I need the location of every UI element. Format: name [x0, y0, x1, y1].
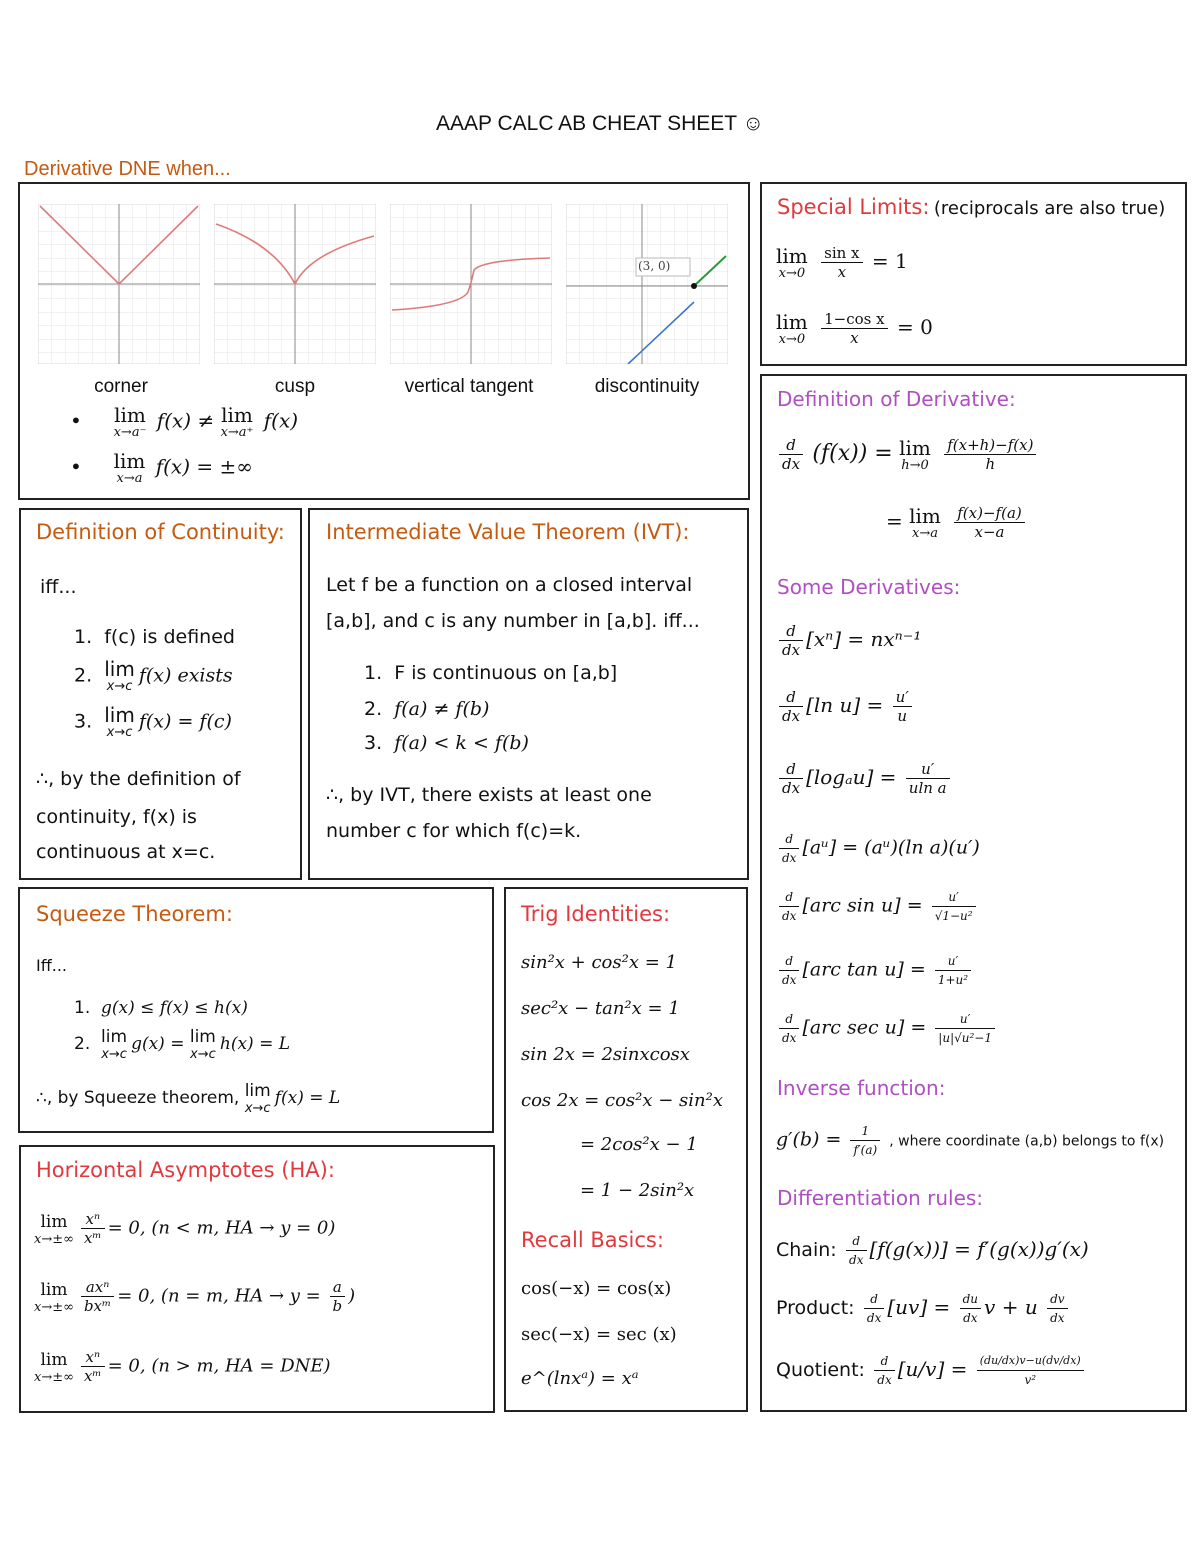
squeeze-iff: Iff... — [36, 956, 67, 975]
cusp-graph — [214, 204, 376, 364]
continuity-item-3: 3. lim x→c f(x) = f(c) — [74, 703, 232, 740]
derivative-arctan: $\frac{d}{dx}$ [arc tan u] = $\frac{u'}{\text{1+u²}}$ — [776, 952, 974, 989]
derivative-definition-a: = lim x→a $\frac{f(x)-f(a)}{x-a}$ — [886, 504, 1028, 541]
special-limit-sin: lim x→0 $\frac{\text{sin x}}{x}$ = 1 — [776, 243, 908, 281]
recall-sec: sec(−x) = sec (x) — [521, 1324, 677, 1345]
recall-basics-heading: Recall Basics: — [521, 1228, 664, 1252]
derivative-arcsec: $\frac{d}{dx}$ [arc sec u] = $\frac{u'}{\text{|u|√u²−1}}$ — [776, 1010, 998, 1047]
derivative-log: $\frac{d}{dx}$ [logₐu] = $\frac{u'}{\text{uln a}}$ — [776, 760, 953, 797]
graph-label-corner: corner — [94, 376, 148, 397]
ivt-conclusion-1: ∴, by IVT, there exists at least one — [326, 784, 652, 806]
trig-identity-1: sin²x + cos²x = 1 — [521, 952, 677, 973]
derivative-ln: $\frac{d}{dx}$ [ln u] = $\frac{u'}{u}$ — [776, 688, 915, 725]
ha-heading: Horizontal Asymptotes (HA): — [36, 1158, 335, 1182]
corner-graph — [38, 204, 200, 364]
differentiation-rules-heading: Differentiation rules: — [777, 1186, 984, 1210]
ivt-line-2: [a,b], and c is any number in [a,b]. iff... — [326, 610, 700, 632]
continuity-item-1: 1. f(c) is defined — [74, 626, 235, 648]
point-label: (3, 0) — [638, 259, 671, 273]
ivt-item-3: 3. f(a) < k < f(b) — [364, 732, 529, 754]
recall-cos: cos(−x) = cos(x) — [521, 1278, 672, 1299]
special-limits-heading-row — [777, 195, 1165, 219]
continuity-iff: iff... — [40, 576, 77, 598]
ivt-item-2: 2. f(a) ≠ f(b) — [364, 698, 490, 720]
chain-rule: Chain: $\frac{d}{dx}$ [f(g(x))] = f′(g(x))g′(x) — [776, 1234, 1089, 1267]
dne-heading: Derivative DNE when... — [24, 158, 231, 180]
page-title: AAAP CALC AB CHEAT SHEET ☺ — [435, 112, 764, 135]
derivative-arcsin: $\frac{d}{dx}$ [arc sin u] = $\frac{u'}{\text{√1−u²}}$ — [776, 888, 979, 925]
trig-identity-2: sec²x − tan²x = 1 — [521, 998, 680, 1019]
ha-rule-1: lim x→±∞ $\frac{\text{xⁿ}}{\text{xᵐ}}$ = 0, (n < m, HA → y = 0) — [34, 1210, 336, 1247]
special-limits-note: (reciprocals are also true) — [933, 198, 1166, 219]
graph-label-discontinuity: discontinuity — [594, 376, 700, 397]
special-limits-heading: Special Limits: — [777, 195, 930, 219]
derivative-definition-h: $\frac{d}{dx}$ (f(x)) = lim h→0 $\frac{f(x+h)-f(x)}{h}$ — [776, 436, 1039, 473]
vertical-tangent-graph — [390, 204, 552, 364]
graph-label-cusp: cusp — [274, 376, 316, 397]
continuity-conclusion-1: ∴, by the definition of — [36, 768, 241, 790]
trig-identity-5: = 2cos²x − 1 — [580, 1134, 698, 1155]
ivt-line-1: Let f be a function on a closed interval — [326, 574, 693, 596]
continuity-item-2: 2. lim x→c f(x) exists — [74, 657, 233, 694]
inverse-function-formula: g′(b) = $\frac{1}{f'(a)}$ , where coordinate (a,b) belongs to f(x) — [776, 1124, 1165, 1157]
trig-identity-4: cos 2x = cos²x − sin²x — [521, 1090, 724, 1111]
ha-rule-2: lim x→±∞ $\frac{\text{axⁿ}}{\text{bxᵐ}}$ = 0, (n = m, HA → y = $\frac{a}{b}$ ) — [34, 1278, 356, 1315]
dne-bullet-1: • lim x→a⁻ f(x) ≠ lim x→a⁺ f(x) — [70, 403, 299, 440]
derivative-power: $\frac{d}{dx}$ [xⁿ] = nxⁿ⁻¹ — [776, 622, 921, 659]
graph-label-vertical-tangent: vertical tangent — [404, 376, 534, 397]
dne-bullet-2: • lim x→a f(x) = ±∞ — [70, 449, 253, 486]
trig-identity-3: sin 2x = 2sinxcosx — [521, 1044, 690, 1065]
some-derivatives-heading: Some Derivatives: — [777, 575, 961, 599]
product-rule: Product: $\frac{d}{dx}$ [uv] = $\frac{du}{dx}$ v + u $\frac{dv}{dx}$ — [776, 1290, 1071, 1327]
ivt-heading: Intermediate Value Theorem (IVT): — [326, 520, 690, 544]
squeeze-heading: Squeeze Theorem: — [36, 902, 233, 926]
ivt-item-1: 1. F is continuous on [a,b] — [364, 662, 618, 684]
derivative-definition-heading: Definition of Derivative: — [777, 387, 1016, 411]
squeeze-conclusion: ∴, by Squeeze theorem, lim x→c f(x) = L — [36, 1081, 341, 1116]
inverse-function-heading: Inverse function: — [777, 1076, 946, 1100]
squeeze-item-1: 1. g(x) ≤ f(x) ≤ h(x) — [74, 998, 248, 1018]
continuity-heading: Definition of Continuity: — [36, 520, 285, 544]
quotient-rule: Quotient: $\frac{d}{dx}$ [u/v] = $\frac{(du/dx)v-u(dv/dx)}{\text{v²}}$ — [776, 1352, 1087, 1389]
ha-rule-3: lim x→±∞ $\frac{\text{xⁿ}}{\text{xᵐ}}$ = 0, (n > m, HA = DNE) — [34, 1348, 331, 1385]
trig-identity-6: = 1 − 2sin²x — [580, 1180, 695, 1201]
discontinuity-graph — [566, 204, 728, 364]
continuity-conclusion-3: continuous at x=c. — [36, 841, 216, 863]
ivt-conclusion-2: number c for which f(c)=k. — [326, 820, 582, 842]
special-limit-cos: lim x→0 $\frac{\text{1−cos x}}{x}$ = 0 — [776, 309, 933, 347]
squeeze-item-2: 2. lim x→c g(x) = lim x→c h(x) = L — [74, 1027, 291, 1062]
derivative-exp: $\frac{d}{dx}$ [aᵘ] = (aᵘ)(ln a)(u′) — [776, 830, 980, 867]
recall-exp: e^(lnxᵃ) = xᵃ — [521, 1368, 639, 1389]
continuity-conclusion-2: continuity, f(x) is — [36, 806, 197, 828]
trig-heading: Trig Identities: — [521, 902, 671, 926]
